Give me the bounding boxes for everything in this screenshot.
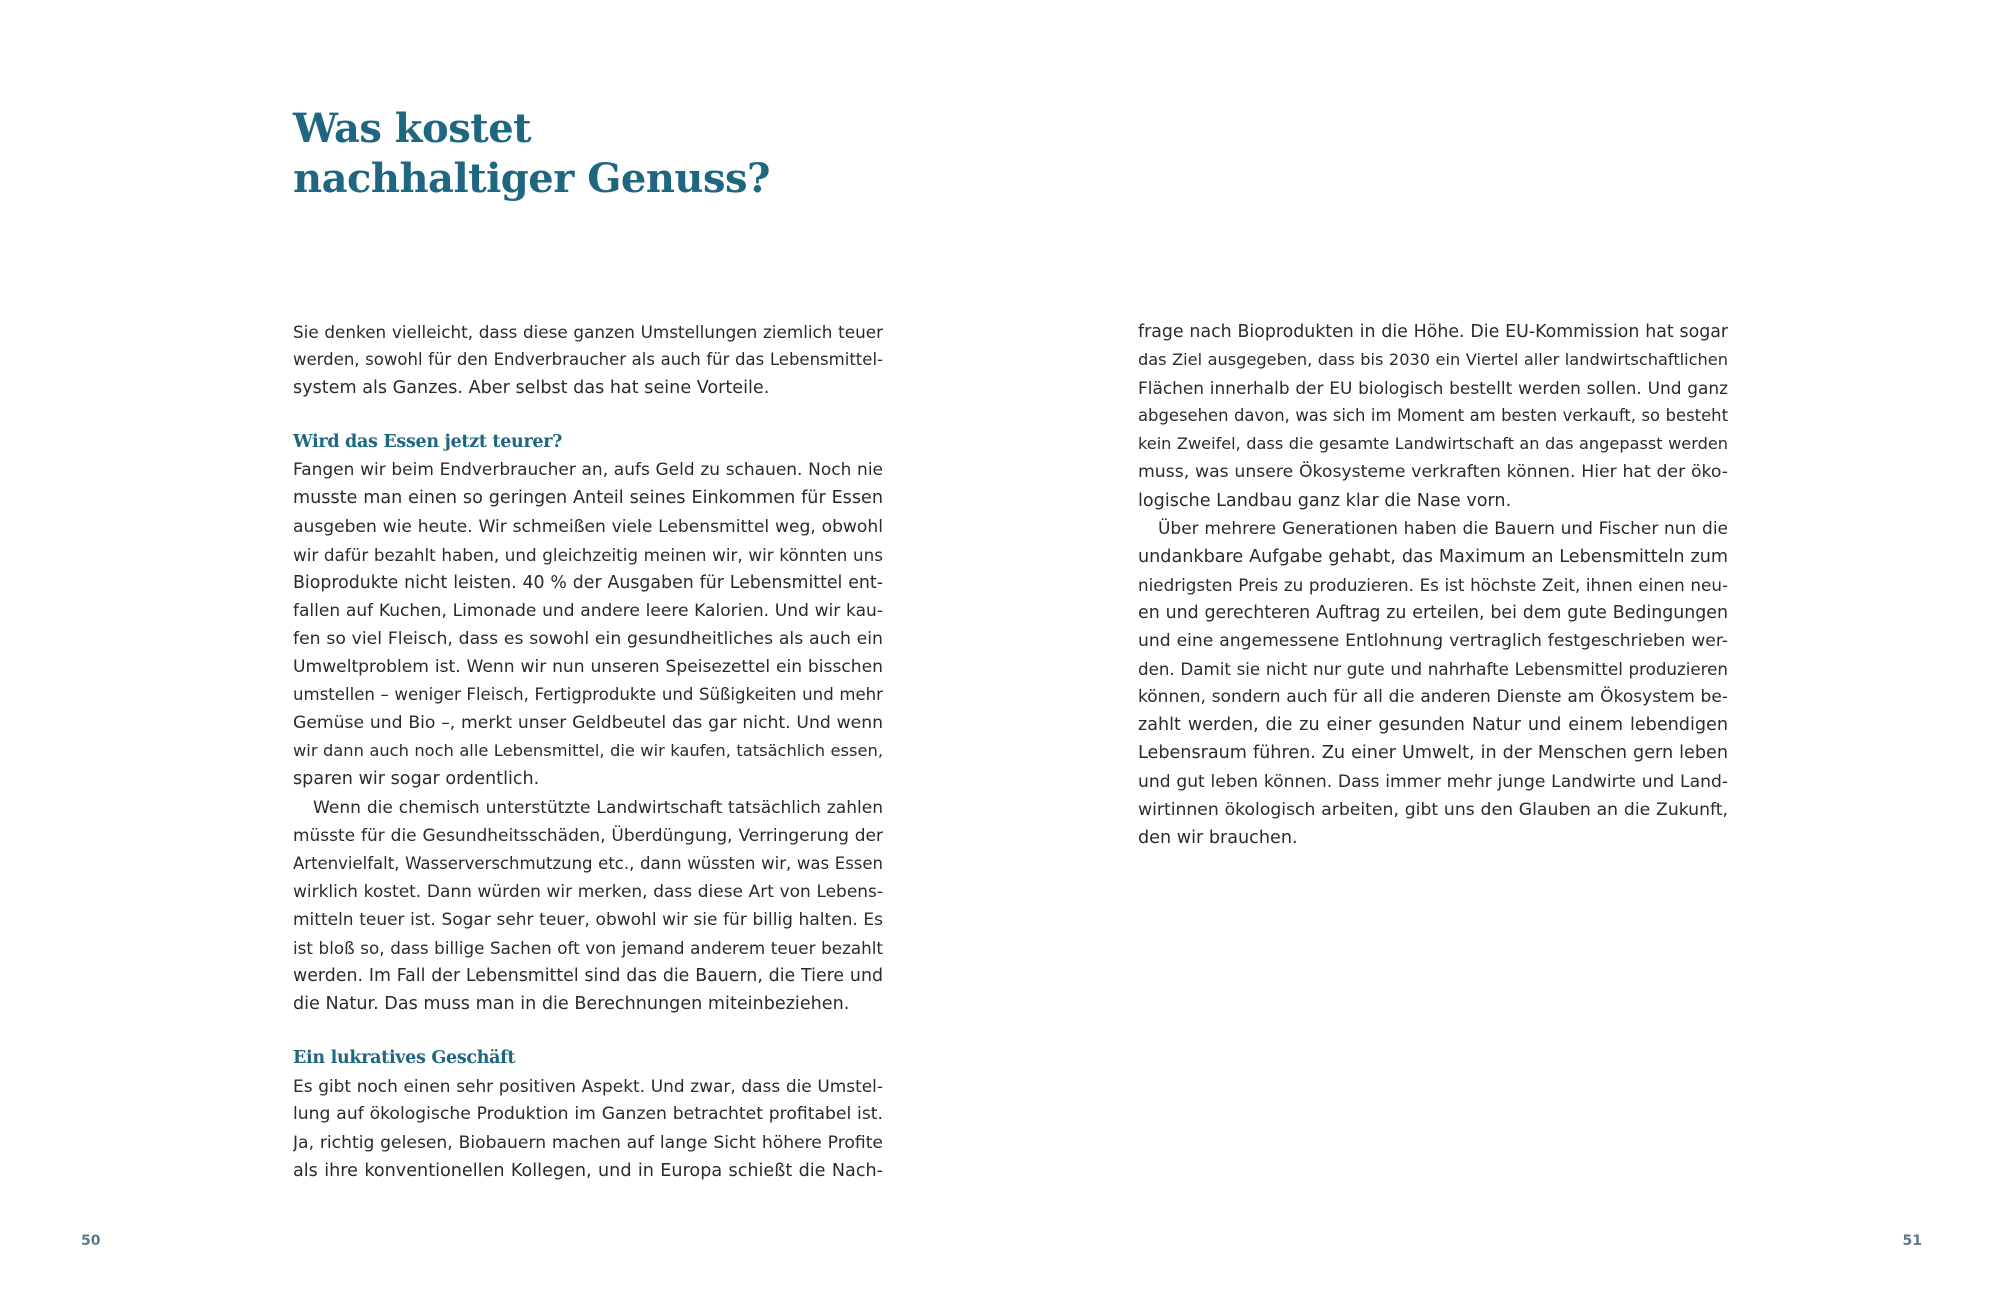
text-line: wir dafür bezahlt haben, und gleichzeitig meinen wir, wir könnten uns (293, 544, 883, 565)
text-line: Über mehrere Generationen haben die Bauern und Fischer nun die (1158, 518, 1728, 539)
text-line: mitteln teuer ist. Sogar sehr teuer, obwohl wir sie für billig halten. Es (293, 909, 883, 930)
text-line: Wenn die chemisch unterstützte Landwirtschaft tatsächlich zahlen (313, 797, 883, 818)
text-line: werden. Im Fall der Lebensmittel sind das die Bauern, die Tiere und (293, 966, 883, 987)
right-column (1138, 318, 1728, 852)
text-line: Flächen innerhalb der EU biologisch bestellt werden sollen. Und ganz (1138, 378, 1728, 399)
text-line: die Natur. Das muss man in die Berechnungen miteinbeziehen. (293, 994, 850, 1015)
text-line: wir dann auch noch alle Lebensmittel, die wir kaufen, tatsächlich essen, (293, 741, 883, 761)
text-line: abgesehen davon, was sich im Moment am besten verkauft, so besteht (1138, 406, 1728, 426)
title-line-1: Was kostet (293, 105, 532, 152)
text-line: logische Landbau ganz klar die Nase vorn. (1138, 490, 1512, 511)
left-column (293, 318, 883, 1185)
section-heading-essen-teurer: Wird das Essen jetzt teurer? (293, 432, 563, 453)
text-line: system als Ganzes. Aber selbst das hat seine Vorteile. (293, 378, 770, 399)
text-line: muss, was unsere Ökosysteme verkraften können. Hier hat der öko- (1138, 462, 1728, 483)
section-heading-lukratives-geschaeft: Ein lukratives Geschäft (293, 1048, 516, 1069)
paragraph-gap (293, 1018, 883, 1044)
intro-paragraph (293, 318, 883, 402)
page-title (293, 104, 770, 204)
page-number-right: 51 (1902, 1233, 1922, 1249)
text-line: den. Damit sie nicht nur gute und nahrhafte Lebensmittel produzieren (1138, 659, 1728, 680)
text-line: als ihre konventionellen Kollegen, und in Europa schießt die Nach- (293, 1160, 883, 1181)
text-line: Gemüse und Bio –, merkt unser Geldbeutel das gar nicht. Und wenn (293, 713, 883, 734)
body-paragraph (1138, 515, 1728, 852)
text-line: lung auf ökologische Produktion im Ganzen betrachtet profitabel ist. (293, 1104, 883, 1125)
text-line: müsste für die Gesundheitsschäden, Überdüngung, Verringerung der (293, 825, 883, 846)
title-line-2: nachhaltiger Genuss? (293, 155, 770, 202)
text-line: zahlt werden, die zu einer gesunden Natur und einem lebendigen (1138, 715, 1728, 736)
paragraph-gap (293, 402, 883, 428)
text-line: und gut leben können. Dass immer mehr junge Landwirte und Land- (1138, 771, 1728, 792)
text-line: ausgeben wie heute. Wir schmeißen viele Lebensmittel weg, obwohl (293, 516, 883, 537)
text-line: ist bloß so, dass billige Sachen oft von jemand anderem teuer bezahlt (293, 937, 883, 958)
text-line: fallen auf Kuchen, Limonade und andere leere Kalorien. Und wir kau- (293, 600, 883, 621)
text-line: das Ziel ausgegeben, dass bis 2030 ein Viertel aller landwirtschaftlichen (1138, 350, 1728, 370)
text-line: undankbare Aufgabe gehabt, das Maximum an Lebensmitteln zum (1138, 546, 1728, 567)
right-page (1000, 0, 2000, 1316)
text-line: niedrigsten Preis zu produzieren. Es ist höchste Zeit, ihnen einen neu- (1138, 574, 1728, 595)
body-paragraph (293, 794, 883, 1019)
text-line: Ja, richtig gelesen, Biobauern machen auf lange Sicht höhere Profite (293, 1132, 883, 1153)
body-paragraph (293, 456, 883, 793)
body-paragraph (293, 1072, 883, 1184)
text-line: sparen wir sogar ordentlich. (293, 769, 540, 790)
text-line: umstellen – weniger Fleisch, Fertigprodukte und Süßigkeiten und mehr (293, 685, 883, 705)
text-line: Artenvielfalt, Wasserverschmutzung etc., dann wüssten wir, was Essen (293, 853, 883, 873)
text-line: Lebensraum führen. Zu einer Umwelt, in der Menschen gern leben (1138, 743, 1728, 764)
text-line: werden, sowohl für den Endverbraucher als auch für das Lebensmittel- (293, 350, 883, 370)
text-line: musste man einen so geringen Anteil seines Einkommen für Essen (293, 488, 883, 509)
text-line: Es gibt noch einen sehr positiven Aspekt. Und zwar, dass die Umstel- (293, 1076, 883, 1097)
text-line: Fangen wir beim Endverbraucher an, aufs Geld zu schauen. Noch nie (293, 460, 883, 481)
text-line: kein Zweifel, dass die gesamte Landwirtschaft an das angepasst werden (1138, 434, 1728, 454)
text-line: frage nach Bioprodukten in die Höhe. Die EU-Kommission hat sogar (1138, 322, 1728, 342)
text-line: en und gerechteren Auftrag zu erteilen, bei dem gute Bedingungen (1138, 602, 1728, 623)
text-line: und eine angemessene Entlohnung vertraglich festgeschrieben wer- (1138, 631, 1728, 652)
text-line: können, sondern auch für all die anderen Dienste am Ökosystem be- (1138, 687, 1728, 708)
text-line: fen so viel Fleisch, dass es sowohl ein gesundheitliches als auch ein (293, 628, 883, 649)
text-line: wirtinnen ökologisch arbeiten, gibt uns den Glauben an die Zukunft, (1138, 799, 1728, 820)
text-line: Sie denken vielleicht, dass diese ganzen Umstellungen ziemlich teuer (293, 322, 883, 342)
body-paragraph (1138, 318, 1728, 515)
text-line: wirklich kostet. Dann würden wir merken, dass diese Art von Lebens- (293, 881, 883, 902)
text-line: Umweltproblem ist. Wenn wir nun unseren Speisezettel ein bisschen (293, 657, 883, 678)
page-number-left: 50 (81, 1233, 101, 1249)
text-line: den wir brauchen. (1138, 827, 1298, 848)
text-line: Bioprodukte nicht leisten. 40 % der Ausgaben für Lebensmittel ent- (293, 572, 883, 593)
